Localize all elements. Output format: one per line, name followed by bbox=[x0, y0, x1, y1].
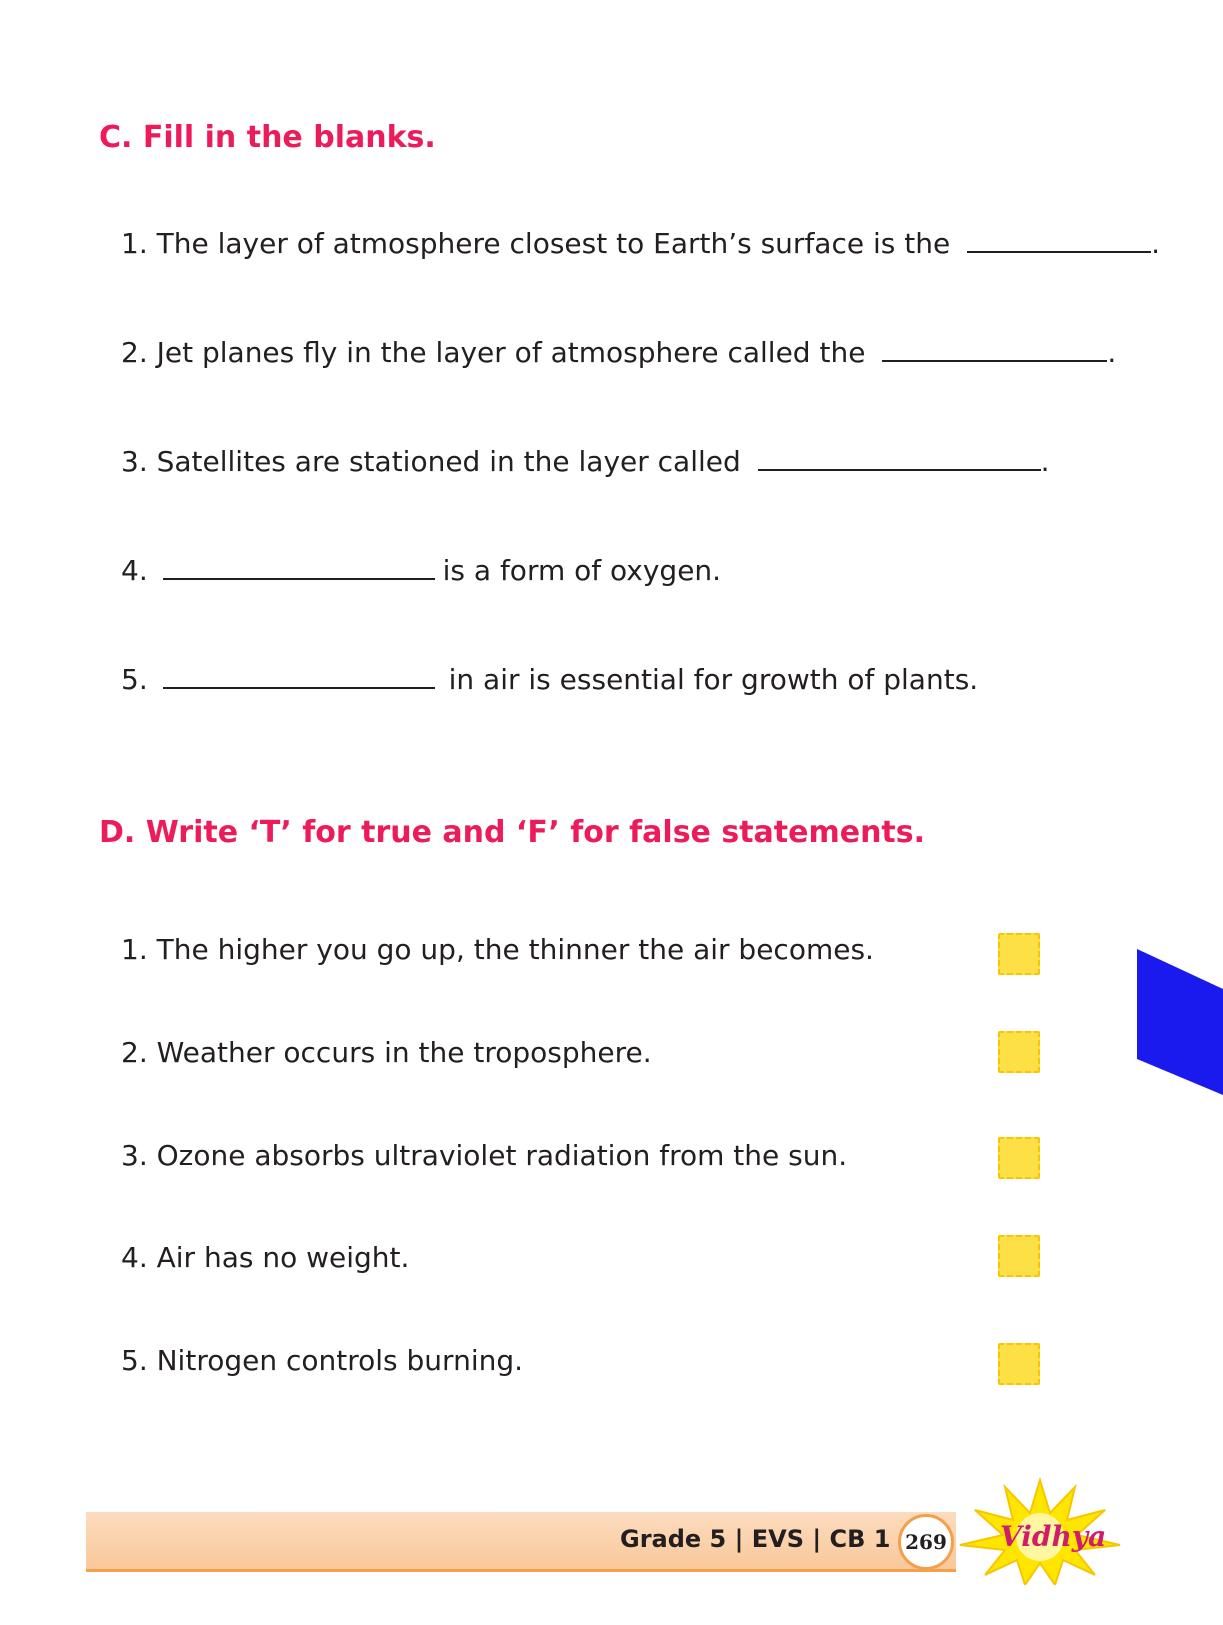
fill-blank-item-2 bbox=[121, 334, 1116, 371]
tf-item-4: 4. Air has no weight. bbox=[121, 1241, 410, 1274]
tf-item-3: 3. Ozone absorbs ultraviolet radiation from the sun. bbox=[121, 1139, 848, 1172]
item-text-after: is a form of oxygen. bbox=[442, 554, 722, 587]
answer-blank[interactable] bbox=[163, 661, 435, 689]
fill-blank-item-5 bbox=[121, 661, 978, 698]
answer-box-3[interactable] bbox=[998, 1137, 1040, 1179]
item-text: 3. Satellites are stationed in the layer called bbox=[121, 445, 741, 478]
section-d-heading: D. Write ‘T’ for true and ‘F’ for false statements. bbox=[99, 815, 926, 850]
answer-box-2[interactable] bbox=[998, 1031, 1040, 1073]
answer-blank[interactable] bbox=[758, 443, 1041, 471]
page-number: 269 bbox=[898, 1514, 954, 1570]
answer-box-4[interactable] bbox=[998, 1235, 1040, 1277]
item-text-after: . bbox=[1151, 227, 1161, 260]
chapter-side-tab bbox=[1137, 949, 1223, 1095]
section-c-heading: C. Fill in the blanks. bbox=[99, 120, 436, 155]
item-text-after: . bbox=[1107, 336, 1117, 369]
footer-grade-subject: Grade 5 | EVS | CB 1 bbox=[620, 1525, 891, 1553]
answer-box-5[interactable] bbox=[998, 1343, 1040, 1385]
answer-blank[interactable] bbox=[967, 225, 1151, 253]
fill-blank-item-3 bbox=[121, 443, 1050, 480]
item-text-after: . bbox=[1040, 445, 1050, 478]
answer-blank[interactable] bbox=[882, 334, 1107, 362]
item-text: 2. Jet planes fly in the layer of atmosphere called the bbox=[121, 336, 866, 369]
tf-item-1: 1. The higher you go up, the thinner the air becomes. bbox=[121, 933, 874, 966]
logo-text: Vidhya bbox=[1000, 1520, 1107, 1553]
item-text: 5. bbox=[121, 663, 148, 696]
fill-blank-item-1 bbox=[121, 225, 1160, 262]
answer-box-1[interactable] bbox=[998, 933, 1040, 975]
answer-blank[interactable] bbox=[163, 552, 435, 580]
item-text: 1. The layer of atmosphere closest to Earth’s surface is the bbox=[121, 227, 951, 260]
tf-item-5: 5. Nitrogen controls burning. bbox=[121, 1344, 524, 1377]
item-text-after: in air is essential for growth of plants. bbox=[448, 663, 979, 696]
item-text: 4. bbox=[121, 554, 148, 587]
fill-blank-item-4 bbox=[121, 552, 721, 589]
tf-item-2: 2. Weather occurs in the troposphere. bbox=[121, 1036, 652, 1069]
